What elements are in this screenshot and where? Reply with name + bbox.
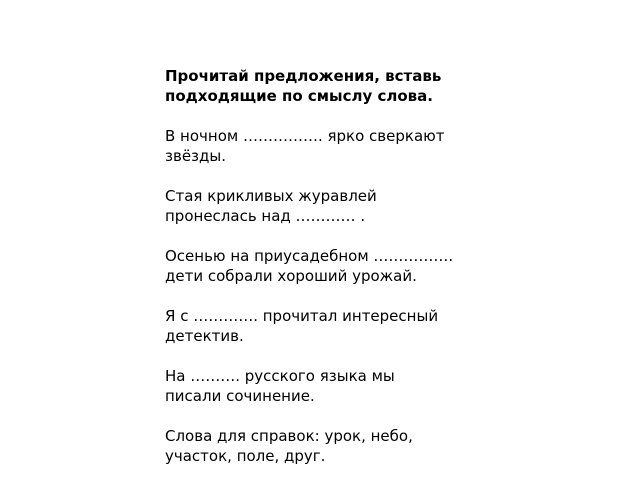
word-hint [165,426,495,466]
sentence-2-line-1: Стая крикливых журавлей [165,187,377,205]
sentence-2-line-2: пронеслась над ………… . [165,207,366,225]
sentence-5-line-2: писали сочинение. [165,387,315,405]
task-heading [165,66,495,106]
sentence-2 [165,186,495,226]
word-hint-line-1: Слова для справок: урок, небо, [165,427,413,445]
sentence-3 [165,246,495,286]
sentence-5-line-1: На ………. русского языка мы [165,367,395,385]
sentence-4-line-1: Я с …………. прочитал интересный [165,307,439,325]
exercise-text [165,66,495,466]
sentence-5 [165,366,495,406]
task-heading-line-2: подходящие по смыслу слова. [165,87,433,105]
sentence-4 [165,306,495,346]
sentence-3-line-2: дети собрали хороший урожай. [165,267,417,285]
task-heading-line-1: Прочитай предложения, вставь [165,67,442,85]
sentence-1 [165,126,495,166]
sentence-1-line-1: В ночном ……………. ярко сверкают [165,127,445,145]
sentence-3-line-1: Осенью на приусадебном ……………. [165,247,454,265]
word-hint-line-2: участок, поле, друг. [165,447,326,465]
sentence-1-line-2: звёзды. [165,147,227,165]
sentence-4-line-2: детектив. [165,327,244,345]
